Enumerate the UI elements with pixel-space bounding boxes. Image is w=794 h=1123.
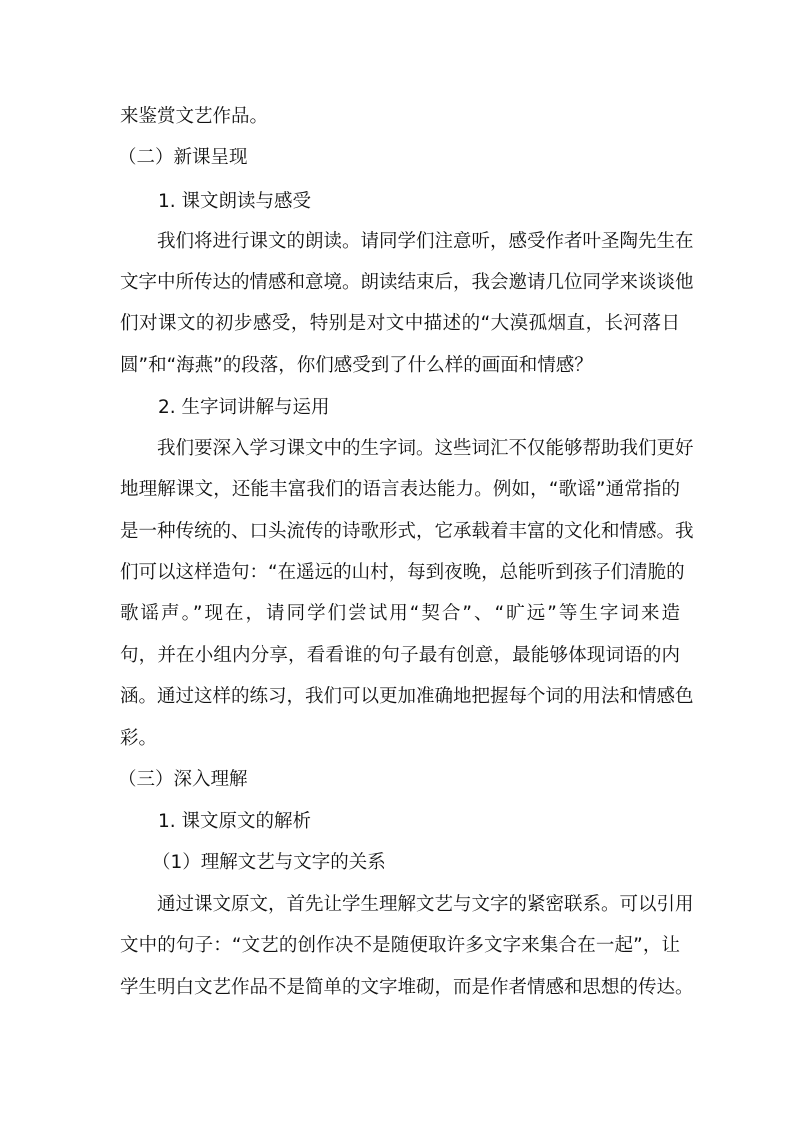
paragraph-line: 文中的句子：“文艺的创作决不是随便取许多文字来集合在一起”，让 <box>120 935 680 956</box>
paragraph-line: 地理解课文，还能丰富我们的语言表达能力。例如，“歌谣”通常指的 <box>120 479 680 500</box>
subsubheading-art-and-words: （1）理解文艺与文字的关系 <box>152 852 386 873</box>
paragraph-line: 彩。 <box>120 728 158 749</box>
paragraph-line: 歌谣声。”现在，请同学们尝试用“契合”、“旷远”等生字词来造 <box>120 603 680 624</box>
paragraph-line: 文字中所传达的情感和意境。朗读结束后，我会邀请几位同学来谈谈他 <box>120 272 694 293</box>
paragraph-line: 是一种传统的、口头流传的诗歌形式，它承载着丰富的文化和情感。我 <box>120 521 694 542</box>
paragraph-line: 通过课文原文，首先让学生理解文艺与文字的紧密联系。可以引用 <box>157 894 694 915</box>
subheading-text-analysis: 1. 课文原文的解析 <box>158 811 312 832</box>
paragraph-line: 们对课文的初步感受，特别是对文中描述的“大漠孤烟直，长河落日 <box>120 313 680 334</box>
paragraph-line: 涵。通过这样的练习，我们可以更加准确地把握每个词的用法和情感色 <box>120 686 694 707</box>
paragraph-line: 我们要深入学习课文中的生字词。这些词汇不仅能够帮助我们更好 <box>157 438 694 459</box>
paragraph-line: 学生明白文艺作品不是简单的文字堆砌，而是作者情感和思想的传达。 <box>120 977 694 998</box>
section-heading-new-lesson: （二）新课呈现 <box>118 147 248 168</box>
paragraph-continuation-line: 来鉴赏文艺作品。 <box>120 106 269 127</box>
paragraph-line: 我们将进行课文的朗读。请同学们注意听，感受作者叶圣陶先生在 <box>157 231 694 252</box>
paragraph-line: 圆”和“海燕”的段落，你们感受到了什么样的画面和情感？ <box>120 355 593 376</box>
subheading-vocabulary: 2. 生字词讲解与运用 <box>158 397 330 418</box>
paragraph-line: 句，并在小组内分享，看看谁的句子最有创意，最能够体现词语的内 <box>120 645 680 666</box>
subheading-reading: 1. 课文朗读与感受 <box>158 191 312 212</box>
paragraph-line: 们可以这样造句：“在遥远的山村，每到夜晚，总能听到孩子们清脆的 <box>120 562 685 583</box>
section-heading-deep-understanding: （三）深入理解 <box>118 769 248 790</box>
